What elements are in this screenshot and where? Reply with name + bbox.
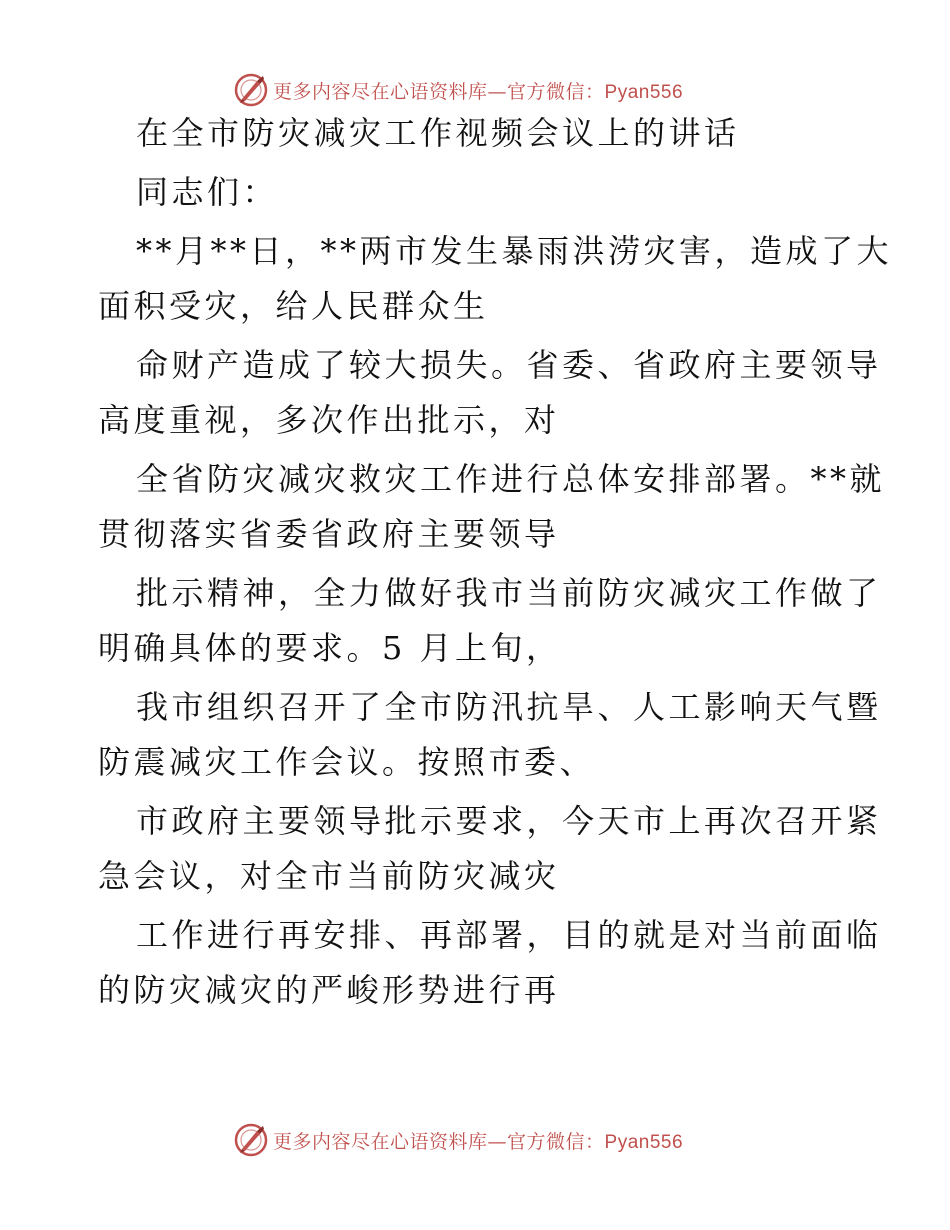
- paragraph-line: 防震减灾工作会议。按照市委、: [98, 743, 596, 781]
- document-title: 在全市防灾减灾工作视频会议上的讲话: [136, 114, 740, 152]
- paragraph-line: 面积受灾，给人民群众生: [98, 287, 489, 325]
- wechat-id: Pyan556: [604, 81, 684, 103]
- paragraph-line: **月**日，**两市发生暴雨洪涝灾害，造成了大: [136, 232, 893, 270]
- header-watermark-text: [273, 77, 683, 104]
- paragraph-line: 贯彻落实省委省政府主要领导: [98, 515, 560, 553]
- salutation: 同志们：: [136, 173, 279, 211]
- paragraph-line: 急会议，对全市当前防灾减灾: [98, 857, 560, 895]
- footer-watermark-banner: [233, 1120, 753, 1160]
- header-watermark-banner: [233, 70, 753, 110]
- paragraph-line: 市政府主要领导批示要求，今天市上再次召开紧: [136, 802, 882, 840]
- quill-pen-logo-icon: [233, 1122, 269, 1158]
- document-body: [98, 114, 893, 1009]
- paragraph-line: 明确具体的要求。5 月上旬，: [98, 629, 562, 667]
- paragraph-line: 命财产造成了较大损失。省委、省政府主要领导: [136, 346, 882, 384]
- paragraph-line: 我市组织召开了全市防汛抗旱、人工影响天气暨: [136, 688, 882, 726]
- paragraph-line: 全省防灾减灾救灾工作进行总体安排部署。**就: [136, 460, 886, 498]
- watermark-label: 更多内容尽在心语资料库—官方微信：: [273, 80, 605, 103]
- paragraph-line: 批示精神，全力做好我市当前防灾减灾工作做了: [136, 574, 882, 612]
- paragraph-line: 高度重视，多次作出批示，对: [98, 401, 560, 439]
- paragraph-line: 的防灾减灾的严峻形势进行再: [98, 971, 560, 1009]
- watermark-label: 更多内容尽在心语资料库—官方微信：: [273, 1130, 605, 1153]
- paragraph-line: 工作进行再安排、再部署，目的就是对当前面临: [136, 916, 882, 954]
- quill-pen-logo-icon: [233, 72, 269, 108]
- wechat-id: Pyan556: [604, 1131, 684, 1153]
- footer-watermark-text: [273, 1127, 683, 1154]
